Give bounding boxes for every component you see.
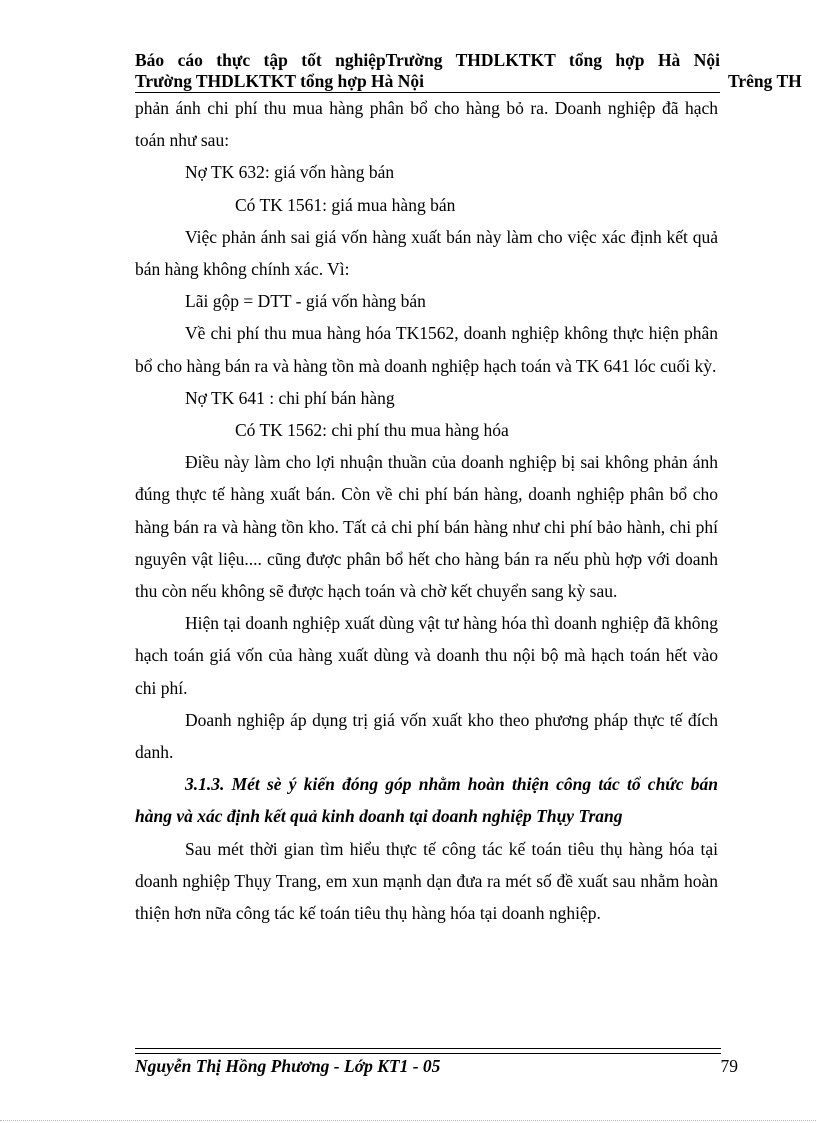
page-edge: [0, 1120, 816, 1121]
paragraph: Sau mét thời gian tìm hiểu thực tế công tác kế toán tiêu thụ hàng hóa tại doanh nghiệp Thụy Trang, em xun mạnh dạn đưa ra mét số đề xuất sau nhằm hoàn thiện hơn nữa công tác kế toán tiêu thụ hàng hóa tại doanh nghiệp.: [135, 838, 718, 924]
footer-divider: [135, 1048, 721, 1054]
formula-gross-profit: Lãi gộp = DTT - giá vốn hàng bán: [185, 291, 426, 312]
paragraph: Doanh nghiệp áp dụng trị giá vốn xuất kho theo phương pháp thực tế đích danh.: [135, 709, 718, 763]
entry-credit-1561: Có TK 1561: giá mua hàng bán: [235, 194, 456, 215]
header-overflow-text: Trêng TH: [728, 71, 802, 91]
section-heading: 3.1.3. Mét sè ý kiến đóng góp nhằm hoàn thiện công tác tổ chức bán hàng và xác định kết quả kinh doanh tại doanh nghiệp Thụy Trang: [135, 774, 718, 827]
paragraph: Việc phản ánh sai giá vốn hàng xuất bán này làm cho việc xác định kết quả bán hàng không chính xác. Vì:: [135, 226, 718, 280]
paragraph: Điều này làm cho lợi nhuận thuần của doanh nghiệp bị sai không phản ánh đúng thực tế hàng xuất bán. Còn về chi phí bán hàng, doanh nghiệp phân bổ cho hàng bán ra và hàng tồn kho. Tất cả chi phí bán hàng như chi phí bảo hành, chi phí nguyên vật liệu.... cũng được phân bổ hết cho hàng bán ra nếu phù hợp với doanh thu còn nếu không sẽ được hạch toán và chờ kết chuyển sang kỳ sau.: [135, 452, 718, 602]
page-number: 79: [720, 1056, 738, 1076]
footer-author: Nguyễn Thị Hồng Phương - Lớp KT1 - 05: [135, 1056, 441, 1076]
entry-debit-641: Nợ TK 641 : chi phí bán hàng: [185, 387, 395, 408]
paragraph: Hiện tại doanh nghiệp xuất dùng vật tư hàng hóa thì doanh nghiệp đã không hạch toán giá vốn của hàng xuất dùng và doanh thu nội bộ mà hạch toán hết vào chi phí.: [135, 613, 718, 698]
paragraph: phản ánh chi phí thu mua hàng phân bổ cho hàng bỏ ra. Doanh nghiệp đã hạch toán như sau:: [135, 98, 718, 151]
header-school-name: Trường THDLKTKT tổng hợp Hà Nội: [135, 71, 720, 93]
header-report-title: Báo cáo thực tập tốt nghiệpTrường THDLKTKT tổng hợp Hà Nội: [135, 50, 720, 70]
entry-credit-1562: Có TK 1562: chi phí thu mua hàng hóa: [235, 420, 509, 441]
paragraph: Về chi phí thu mua hàng hóa TK1562, doanh nghiệp không thực hiện phân bổ cho hàng bán ra và hàng tồn mà doanh nghiệp hạch toán và TK 641 lóc cuối kỳ.: [135, 323, 718, 376]
document-body: [135, 92, 718, 929]
entry-debit-632: Nợ TK 632: giá vốn hàng bán: [185, 162, 395, 183]
